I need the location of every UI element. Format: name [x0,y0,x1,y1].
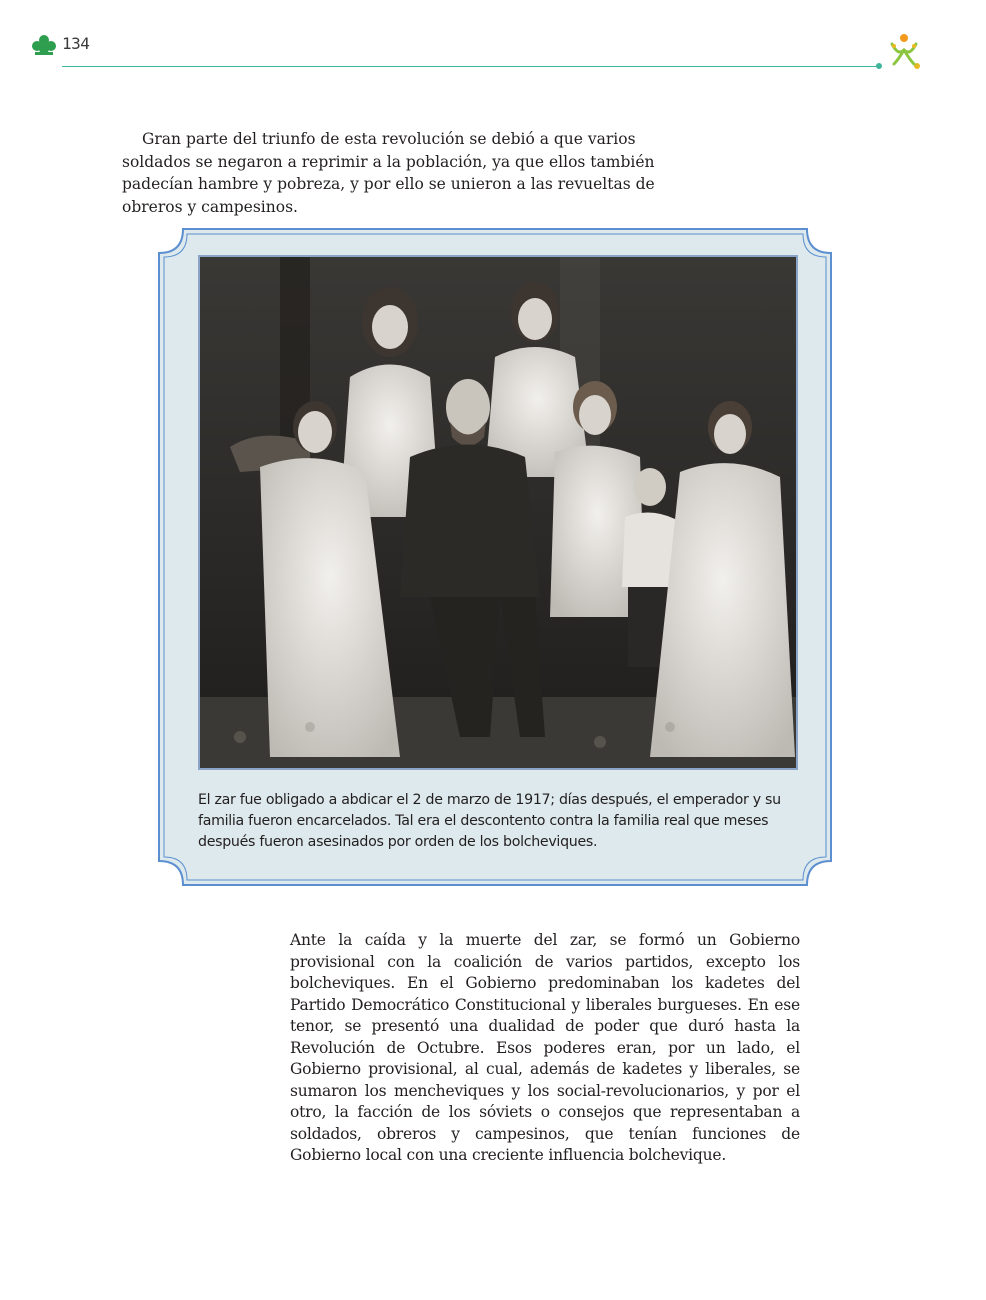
page-number: 134 [62,34,90,53]
body-paragraph: Ante la caída y la muerte del zar, se formó un Gobierno provisional con la coalición de varios partidos, excepto los bolcheviques. En el Gobierno predominaban los kadetes del Partido Democrático Constitucional y liberales burgueses. En ese tenor, se presentó una dualidad de poder que duró hasta la Revolución de Octubre. Esos poderes eran, por un lado, el Gobierno provisional, al cual, además de kadetes y liberales, se sumaron los mencheviques y los social-revolucionarios, y por el otro, la facción de los sóviets o consejos que representaban a soldados, obreros y campesinos, que tenían funciones de Gobierno local con una creciente influencia bolchevique. [290,931,800,1164]
figure-caption: El zar fue obligado a abdicar el 2 de marzo de 1917; días después, el emperador y su familia fueron encarcelados. Tal era el descontento contra la familia real que meses después fueron asesinados por orden de los bolcheviques. [198,792,781,850]
page-header [0,0,986,80]
family-portrait-photo [198,255,798,770]
intro-paragraph: Gran parte del triunfo de esta revolución se debió a que varios soldados se negaron a reprimir a la población, ya que ellos también padecían hambre y pobreza, y por ello se unieron a las revueltas de obreros y campesinos. [122,130,655,216]
person-sprout-icon [884,30,924,70]
header-rule [62,66,878,67]
rule-dot-green [876,63,882,69]
green-clover-icon [30,34,58,56]
